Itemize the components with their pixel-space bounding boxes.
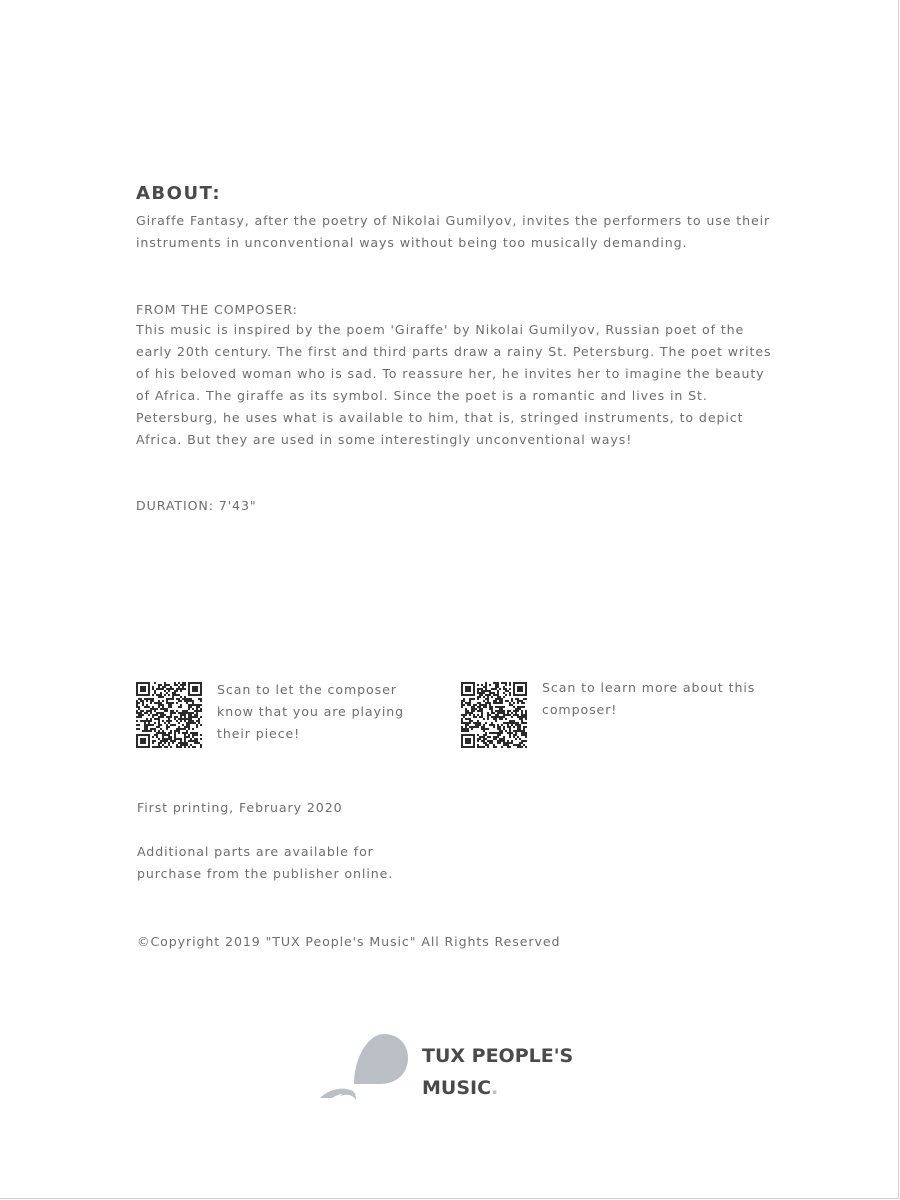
logo-line-2 — [422, 1072, 573, 1104]
first-printing-text: First printing, February 2020 — [137, 800, 343, 815]
additional-parts-text: Additional parts are available for purchase from the publisher online. — [137, 844, 394, 881]
from-composer-label: FROM THE COMPOSER: — [136, 302, 298, 317]
publisher-logo-text — [422, 1040, 573, 1104]
qr-caption-learn-more: Scan to learn more about this composer! — [542, 680, 756, 717]
copyright-text: ©Copyright 2019 "TUX People's Music" All Rights Reserved — [137, 934, 561, 949]
qr-code-icon[interactable] — [461, 682, 527, 748]
logo-line-1: TUX PEOPLE'S — [422, 1045, 574, 1067]
qr-caption-composer-playing: Scan to let the composer know that you are playing their piece! — [217, 682, 405, 741]
about-heading: ABOUT: — [136, 183, 222, 204]
qr-code-icon[interactable] — [136, 682, 202, 748]
duration-text: DURATION: 7'43" — [136, 498, 257, 513]
from-composer-text: This music is inspired by the poem 'Giraffe' by Nikolai Gumilyov, Russian poet of the early 20th century. The first and third parts draw a rainy St. Petersburg. The poet writes of his beloved woman who is sad. To reassure her, he invites her to imagine the beauty of Africa. The giraffe as its symbol. Since the poet is a romantic and lives in St. Petersburg, he uses what is available to him, that is, stringed instruments, to depict Africa. But they are used in some interestingly unconventional ways! — [136, 322, 772, 447]
publisher-logo-mark — [318, 1030, 410, 1106]
logo-line-2-text: MUSIC — [422, 1077, 492, 1099]
about-text: Giraffe Fantasy, after the poetry of Nikolai Gumilyov, invites the performers to use their instruments in unconventional ways without being too musically demanding. — [136, 213, 771, 250]
logo-dot: . — [491, 1077, 499, 1099]
